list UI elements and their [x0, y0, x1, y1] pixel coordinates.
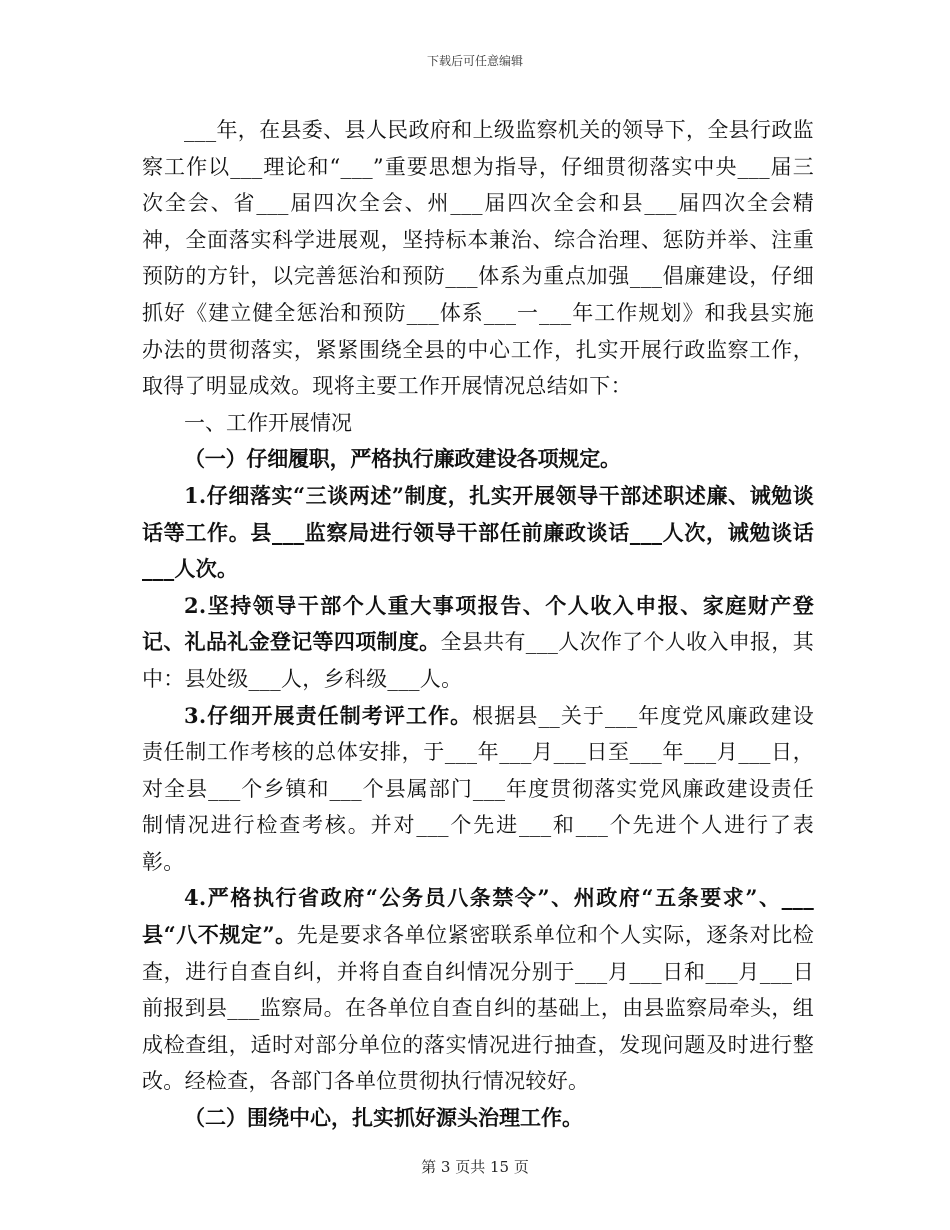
item-2-text: 全县共有___人次作了个人收入申报，其中：县处级___人，乡科级___人。: [142, 630, 814, 691]
item-4-paragraph: [142, 880, 814, 1100]
item-3-lead: 3.仔细开展责任制考评工作。: [184, 702, 473, 728]
item-2-lead: 2.坚持领导干部个人重大事项报告、个人收入申报、家庭财产登记、礼品礼金登记等四项制度。: [142, 592, 814, 655]
section-heading-1: 一、工作开展情况: [184, 410, 352, 435]
item-4-text: 先是要求各单位紧密联系单位和个人实际，逐条对比检查，进行自查自纠，并将自查自纠情况分别于___月___日和___月___日前报到县___监察局。在各单位自查自纠的基础上，由县监察局牵头，组成检查组，适时对部分单位的落实情况进行抽查，发现问题及时进行整改。经检查，各部门各单位贯彻执行情况较好。: [142, 923, 814, 1094]
item-4-lead: 4.严格执行省政府“公务员八条禁令”、州政府“五条要求”、___县“八不规定”。: [142, 885, 814, 948]
page-footer: 第 3 页共 15 页: [421, 1158, 529, 1176]
item-2-paragraph: [142, 588, 814, 698]
page-header: 下载后可任意编辑: [426, 54, 523, 68]
subsection-heading-2: （二）围绕中心，扎实抓好源头治理工作。: [184, 1105, 583, 1131]
intro-paragraph: ___年，在县委、县人民政府和上级监察机关的领导下，全县行政监察工作以___理论和“___”重要思想为指导，仔细贯彻落实中央___届三次全会、省___届四次全会、州___届四次全会和县___届四次全会精神，全面落实科学进展观，坚持标本兼治、综合治理、惩防并举、注重预防的方针，以完善惩治和预防___体系为重点加强___倡廉建设，仔细抓好《建立健全惩治和预防___体系___一___年工作规划》和我县实施办法的贯彻落实，紧紧围绕全县的中心工作，扎实开展行政监察工作，取得了明显成效。现将主要工作开展情况总结如下：: [142, 118, 814, 399]
item-3-text: 根据县__关于___年度党风廉政建设责任制工作考核的总体安排，于___年___月___日至___年___月___日，对全县___个乡镇和___个县属部门___年度贯彻落实党风廉政建设责任制情况进行检查考核。并对___个先进___和___个先进个人进行了表彰。: [142, 703, 814, 874]
document-body: [142, 112, 814, 1137]
subsection-heading-1: （一）仔细履职，严格执行廉政建设各项规定。: [184, 446, 621, 472]
item-1-paragraph: 1.仔细落实“三谈两述”制度，扎实开展领导干部述职述廉、诫勉谈话等工作。县___监察局进行领导干部任前廉政谈话___人次，诫勉谈话___人次。: [142, 482, 814, 582]
item-3-paragraph: [142, 698, 814, 881]
